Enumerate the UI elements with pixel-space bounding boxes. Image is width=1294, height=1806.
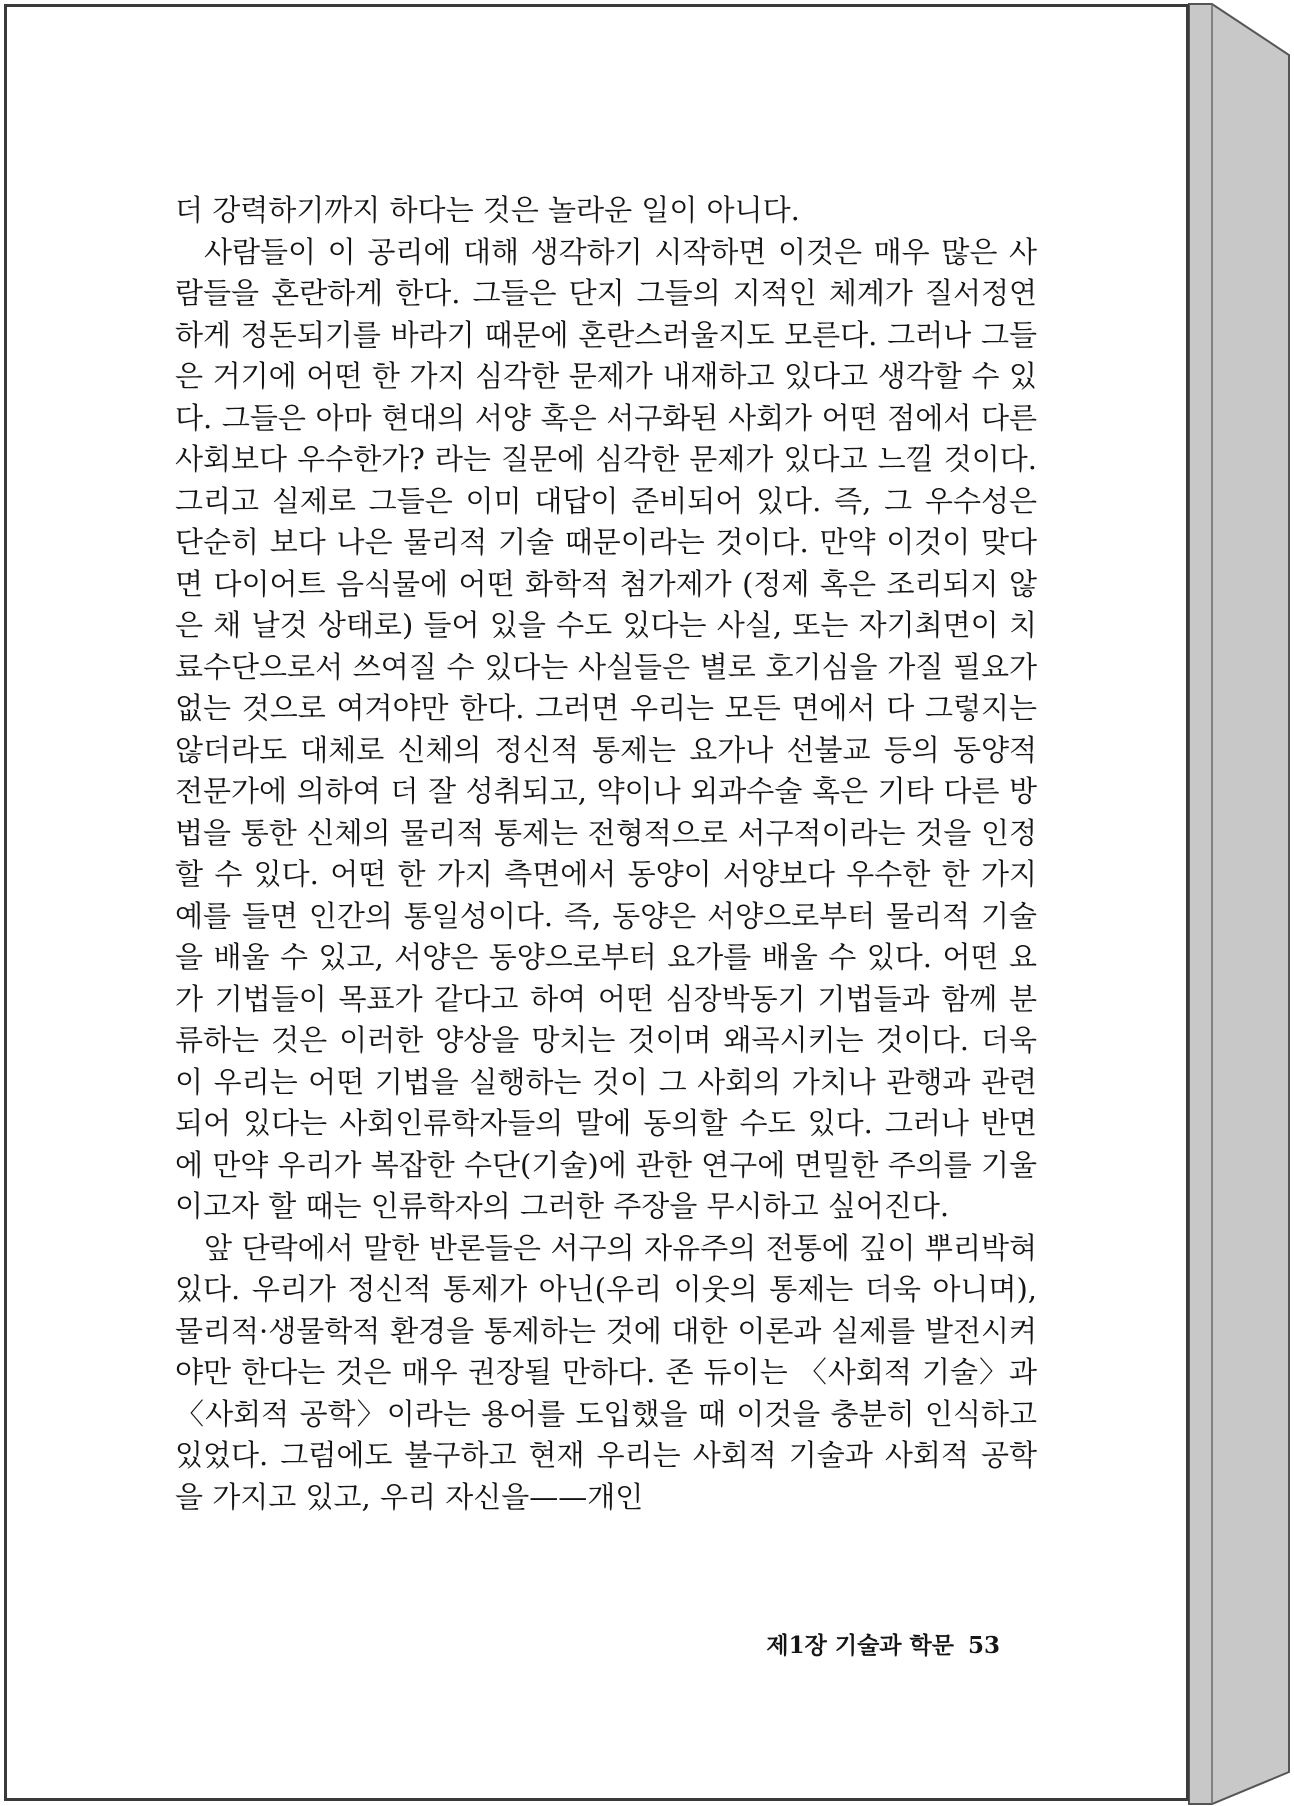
page-footer — [760, 1627, 1000, 1660]
paragraph-3: 앞 단락에서 말한 반론들은 서구의 자유주의 전통에 깊이 뿌리박혀 있다. 우리가 정신적 통제가 아닌(우리 이웃의 통제는 더욱 아니며), 물리적·생물학적 환경을 통제하는 것에 대한 이론과 실제를 발전시켜야만 한다는 것은 매우 권장될 만하다. 존 듀이는 〈사회적 기술〉과 〈사회적 공학〉이라는 용어를 도입했을 때 이것을 충분히 인식하고 있었다. 그럼에도 불구하고 현재 우리는 사회적 기술과 사회적 공학을 가지고 있고, 우리 자신을——개인 — [175, 1230, 1037, 1514]
chapter-title: 제1장 기술과 학문 — [766, 1632, 954, 1659]
book-side-face — [1189, 4, 1289, 1804]
paragraph-2: 사람들이 이 공리에 대해 생각하기 시작하면 이것은 매우 많은 사람들을 혼란하게 한다. 그들은 단지 그들의 지적인 체계가 질서정연하게 정돈되기를 바라기 때문에 혼란스러울지도 모른다. 그러나 그들은 거기에 어떤 한 가지 심각한 문제가 내재하고 있다고 생각할 수 있다. 그들은 아마 현대의 서양 혹은 서구화된 사회가 어떤 점에서 다른 사회보다 우수한가? 라는 질문에 심각한 문제가 있다고 느낄 것이다. 그리고 실제로 그들은 이미 대답이 준비되어 있다. 즉, 그 우수성은 단순히 보다 나은 물리적 기술 때문이라는 것이다. 만약 이것이 맞다면 다이어트 음식물에 어떤 화학적 첨가제가 (정제 혹은 조리되지 않은 채 날것 상태로) 들어 있을 수도 있다는 사실, 또는 자기최면이 치료수단으로서 쓰여질 수 있다는 사실들은 별로 호기심을 가질 필요가 없는 것으로 여겨야만 한다. 그러면 우리는 모든 면에서 다 그렇지는 않더라도 대체로 신체의 정신적 통제는 요가나 선불교 등의 동양적 전문가에 의하여 더 잘 성취되고, 약이나 외과수술 혹은 기타 다른 방법을 통한 신체의 물리적 통제는 전형적으로 서구적이라는 것을 인정할 수 있다. 어떤 한 가지 측면에서 동양이 서양보다 우수한 한 가지 예를 들면 인간의 통일성이다. 즉, 동양은 서양으로부터 물리적 기술을 배울 수 있고, 서양은 동양으로부터 요가를 배울 수 있다. 어떤 요가 기법들이 목표가 같다고 하여 어떤 심장박동기 기법들과 함께 분류하는 것은 이러한 양상을 망치는 것이며 왜곡시키는 것이다. 더욱이 우리는 어떤 기법을 실행하는 것이 그 사회의 가치나 관행과 관련되어 있다는 사회인류학자들의 말에 동의할 수도 있다. 그러나 반면에 만약 우리가 복잡한 수단(기술)에 관한 연구에 면밀한 주의를 기울이고자 할 때는 인류학자의 그러한 주장을 무시하고 싶어진다. — [175, 234, 1037, 1223]
book-page — [4, 4, 1189, 1801]
paragraph-1: 더 강력하기까지 하다는 것은 놀라운 일이 아니다. — [175, 193, 800, 227]
body-text — [175, 190, 1037, 1518]
page-number: 53 — [967, 1632, 1000, 1659]
